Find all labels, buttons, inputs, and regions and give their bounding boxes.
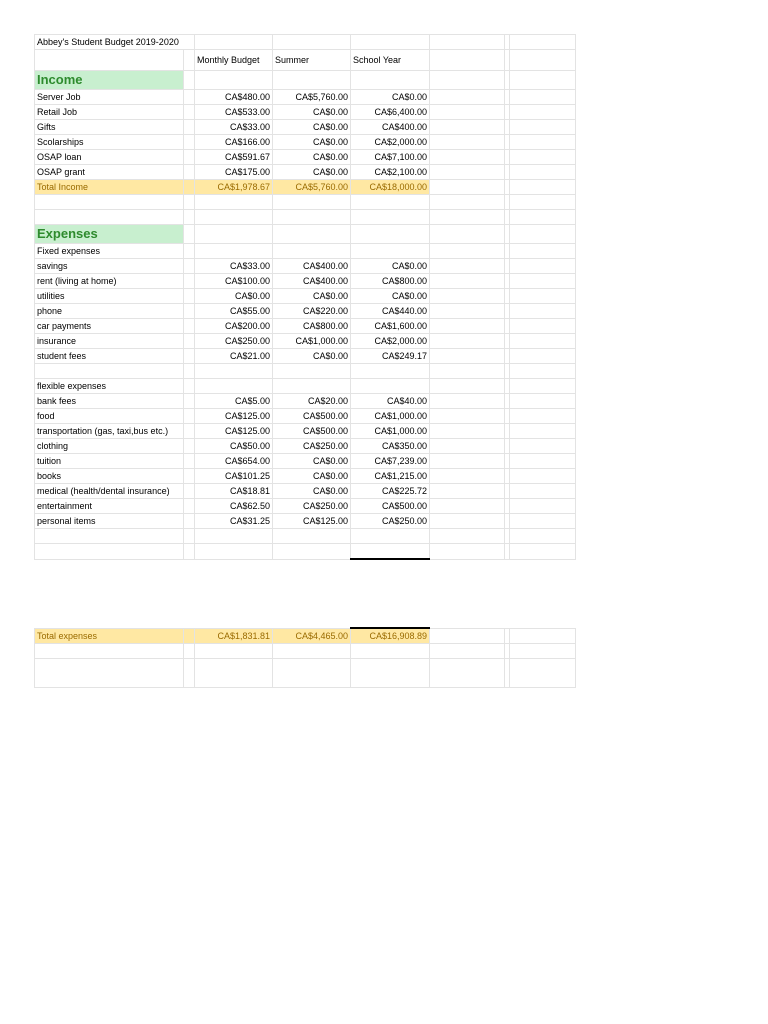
column-header-row <box>35 50 576 71</box>
flexible-expense-row-label[interactable]: tuition <box>35 454 184 469</box>
expenses-heading[interactable]: Expenses <box>35 225 184 244</box>
fixed-expense-row-summer[interactable]: CA$0.00 <box>273 349 351 364</box>
flexible-expense-row-label[interactable]: transportation (gas, taxi,bus etc.) <box>35 424 184 439</box>
fixed-expense-row-label[interactable]: utilities <box>35 289 184 304</box>
fixed-expense-row-monthly[interactable]: CA$0.00 <box>195 289 273 304</box>
fixed-expense-row <box>35 274 576 289</box>
flexible-expense-row-label[interactable]: clothing <box>35 439 184 454</box>
flexible-expense-row-monthly[interactable]: CA$18.81 <box>195 484 273 499</box>
flexible-expense-row-school-year[interactable]: CA$7,239.00 <box>351 454 430 469</box>
flexible-expense-row <box>35 484 576 499</box>
fixed-expense-row <box>35 304 576 319</box>
flexible-expenses-heading-row <box>35 379 576 394</box>
income-row-summer[interactable]: CA$5,760.00 <box>273 90 351 105</box>
flexible-expense-row-school-year[interactable]: CA$225.72 <box>351 484 430 499</box>
income-row-school-year[interactable]: CA$2,100.00 <box>351 165 430 180</box>
flexible-expense-row-label[interactable]: personal items <box>35 514 184 529</box>
income-row <box>35 105 576 120</box>
flexible-expense-row-summer[interactable]: CA$250.00 <box>273 439 351 454</box>
income-row-monthly[interactable]: CA$533.00 <box>195 105 273 120</box>
fixed-expense-row <box>35 319 576 334</box>
flexible-expense-row <box>35 409 576 424</box>
income-row-monthly[interactable]: CA$166.00 <box>195 135 273 150</box>
total-expenses-summer[interactable]: CA$4,465.00 <box>273 628 351 644</box>
fixed-expenses-heading-row <box>35 244 576 259</box>
fixed-expense-row-summer[interactable]: CA$0.00 <box>273 289 351 304</box>
income-row-label[interactable]: OSAP loan <box>35 150 184 165</box>
sheet-title[interactable]: Abbey's Student Budget 2019-2020 <box>35 35 195 50</box>
flexible-expense-row <box>35 469 576 484</box>
income-row-label[interactable]: Scolarships <box>35 135 184 150</box>
flexible-expense-row-school-year[interactable]: CA$1,000.00 <box>351 409 430 424</box>
flexible-expense-row-label[interactable]: entertainment <box>35 499 184 514</box>
income-row-label[interactable]: Gifts <box>35 120 184 135</box>
income-row-summer[interactable]: CA$0.00 <box>273 165 351 180</box>
flexible-expense-row-summer[interactable]: CA$0.00 <box>273 484 351 499</box>
fixed-expense-row-school-year[interactable]: CA$0.00 <box>351 259 430 274</box>
fixed-expense-row-school-year[interactable]: CA$1,600.00 <box>351 319 430 334</box>
total-income-row-summer[interactable]: CA$5,760.00 <box>273 180 351 195</box>
flexible-expense-row-summer[interactable]: CA$500.00 <box>273 409 351 424</box>
income-row-summer[interactable]: CA$0.00 <box>273 135 351 150</box>
flexible-expense-row-summer[interactable]: CA$0.00 <box>273 454 351 469</box>
fixed-expense-row <box>35 334 576 349</box>
flexible-expense-row-school-year[interactable]: CA$250.00 <box>351 514 430 529</box>
income-row-monthly[interactable]: CA$33.00 <box>195 120 273 135</box>
flexible-expense-row-school-year[interactable]: CA$1,000.00 <box>351 424 430 439</box>
expenses-total-sheet <box>34 627 576 688</box>
flexible-expense-row <box>35 499 576 514</box>
column-header-school-year[interactable]: School Year <box>351 50 430 71</box>
fixed-expense-row-label[interactable]: car payments <box>35 319 184 334</box>
income-row <box>35 165 576 180</box>
flexible-expense-row-monthly[interactable]: CA$50.00 <box>195 439 273 454</box>
flexible-expense-row-monthly[interactable]: CA$62.50 <box>195 499 273 514</box>
empty-row <box>35 529 576 544</box>
fixed-expense-row-label[interactable]: student fees <box>35 349 184 364</box>
income-row-summer[interactable]: CA$0.00 <box>273 105 351 120</box>
flexible-expense-row-monthly[interactable]: CA$125.00 <box>195 409 273 424</box>
income-row-monthly[interactable]: CA$175.00 <box>195 165 273 180</box>
empty-row <box>35 195 576 210</box>
empty-row <box>35 659 576 688</box>
fixed-expense-row-monthly[interactable]: CA$55.00 <box>195 304 273 319</box>
empty-row <box>35 644 576 659</box>
income-row <box>35 150 576 165</box>
income-row <box>35 120 576 135</box>
expenses-heading-row <box>35 225 576 244</box>
fixed-expense-row-label[interactable]: savings <box>35 259 184 274</box>
flexible-expense-row-summer[interactable]: CA$125.00 <box>273 514 351 529</box>
fixed-expense-row-school-year[interactable]: CA$2,000.00 <box>351 334 430 349</box>
total-expenses-row <box>35 628 576 644</box>
column-header-monthly[interactable]: Monthly Budget <box>195 50 273 71</box>
total-income-row <box>35 180 576 195</box>
fixed-expense-row-monthly[interactable]: CA$33.00 <box>195 259 273 274</box>
fixed-expense-row-summer[interactable]: CA$220.00 <box>273 304 351 319</box>
income-row-label[interactable]: OSAP grant <box>35 165 184 180</box>
income-row-label[interactable]: Retail Job <box>35 105 184 120</box>
flexible-expense-row <box>35 514 576 529</box>
fixed-expense-row-label[interactable]: rent (living at home) <box>35 274 184 289</box>
income-row-summer[interactable]: CA$0.00 <box>273 150 351 165</box>
flexible-expense-row-summer[interactable]: CA$0.00 <box>273 469 351 484</box>
fixed-expense-row-summer[interactable]: CA$400.00 <box>273 274 351 289</box>
fixed-expense-row-summer[interactable]: CA$400.00 <box>273 259 351 274</box>
fixed-expense-row-monthly[interactable]: CA$100.00 <box>195 274 273 289</box>
flexible-expense-row <box>35 424 576 439</box>
income-row-school-year[interactable]: CA$0.00 <box>351 90 430 105</box>
flexible-expense-row-summer[interactable]: CA$20.00 <box>273 394 351 409</box>
flexible-expense-row-school-year[interactable]: CA$1,215.00 <box>351 469 430 484</box>
flexible-expense-row-monthly[interactable]: CA$125.00 <box>195 424 273 439</box>
fixed-expense-row-monthly[interactable]: CA$21.00 <box>195 349 273 364</box>
income-row <box>35 90 576 105</box>
income-heading[interactable]: Income <box>35 71 184 90</box>
flexible-expense-row-monthly[interactable]: CA$101.25 <box>195 469 273 484</box>
empty-row <box>35 364 576 379</box>
fixed-expense-row-label[interactable]: insurance <box>35 334 184 349</box>
fixed-expense-row-school-year[interactable]: CA$0.00 <box>351 289 430 304</box>
flexible-expense-row-monthly[interactable]: CA$654.00 <box>195 454 273 469</box>
fixed-expense-row-label[interactable]: phone <box>35 304 184 319</box>
fixed-expense-row <box>35 259 576 274</box>
fixed-expense-row-summer[interactable]: CA$1,000.00 <box>273 334 351 349</box>
flexible-expenses-heading[interactable]: flexible expenses <box>35 379 184 394</box>
fixed-expense-row-school-year[interactable]: CA$440.00 <box>351 304 430 319</box>
empty-row <box>35 544 576 560</box>
flexible-expense-row-school-year[interactable]: CA$40.00 <box>351 394 430 409</box>
total-income-row-label[interactable]: Total Income <box>35 180 184 195</box>
income-row-school-year[interactable]: CA$2,000.00 <box>351 135 430 150</box>
flexible-expense-row-summer[interactable]: CA$500.00 <box>273 424 351 439</box>
total-expenses-monthly[interactable]: CA$1,831.81 <box>195 628 273 644</box>
total-income-row-school-year[interactable]: CA$18,000.00 <box>351 180 430 195</box>
total-expenses-label[interactable]: Total expenses <box>35 628 184 644</box>
fixed-expense-row-school-year[interactable]: CA$249.17 <box>351 349 430 364</box>
income-row-summer[interactable]: CA$0.00 <box>273 120 351 135</box>
fixed-expense-row-monthly[interactable]: CA$250.00 <box>195 334 273 349</box>
flexible-expense-row <box>35 439 576 454</box>
flexible-expense-row-summer[interactable]: CA$250.00 <box>273 499 351 514</box>
fixed-expense-row-monthly[interactable]: CA$200.00 <box>195 319 273 334</box>
income-row-label[interactable]: Server Job <box>35 90 184 105</box>
income-heading-row <box>35 71 576 90</box>
income-row-monthly[interactable]: CA$480.00 <box>195 90 273 105</box>
income-row-monthly[interactable]: CA$591.67 <box>195 150 273 165</box>
total-expenses-school-year[interactable]: CA$16,908.89 <box>351 628 430 644</box>
income-row <box>35 135 576 150</box>
flexible-expense-row-monthly[interactable]: CA$31.25 <box>195 514 273 529</box>
fixed-expenses-heading[interactable]: Fixed expenses <box>35 244 184 259</box>
title-row <box>35 35 576 50</box>
flexible-expense-row <box>35 454 576 469</box>
flexible-expense-row <box>35 394 576 409</box>
fixed-expense-row-summer[interactable]: CA$800.00 <box>273 319 351 334</box>
flexible-expense-row-label[interactable]: medical (health/dental insurance) <box>35 484 184 499</box>
fixed-expense-row <box>35 349 576 364</box>
income-row-school-year[interactable]: CA$7,100.00 <box>351 150 430 165</box>
fixed-expense-row-school-year[interactable]: CA$800.00 <box>351 274 430 289</box>
flexible-expense-row-label[interactable]: bank fees <box>35 394 184 409</box>
flexible-expense-row-label[interactable]: food <box>35 409 184 424</box>
income-row-school-year[interactable]: CA$400.00 <box>351 120 430 135</box>
total-income-row-monthly[interactable]: CA$1,978.67 <box>195 180 273 195</box>
flexible-expense-row-monthly[interactable]: CA$5.00 <box>195 394 273 409</box>
empty-row <box>35 210 576 225</box>
flexible-expense-row-label[interactable]: books <box>35 469 184 484</box>
column-header-summer[interactable]: Summer <box>273 50 351 71</box>
income-row-school-year[interactable]: CA$6,400.00 <box>351 105 430 120</box>
budget-sheet <box>34 34 576 560</box>
flexible-expense-row-school-year[interactable]: CA$500.00 <box>351 499 430 514</box>
fixed-expense-row <box>35 289 576 304</box>
flexible-expense-row-school-year[interactable]: CA$350.00 <box>351 439 430 454</box>
